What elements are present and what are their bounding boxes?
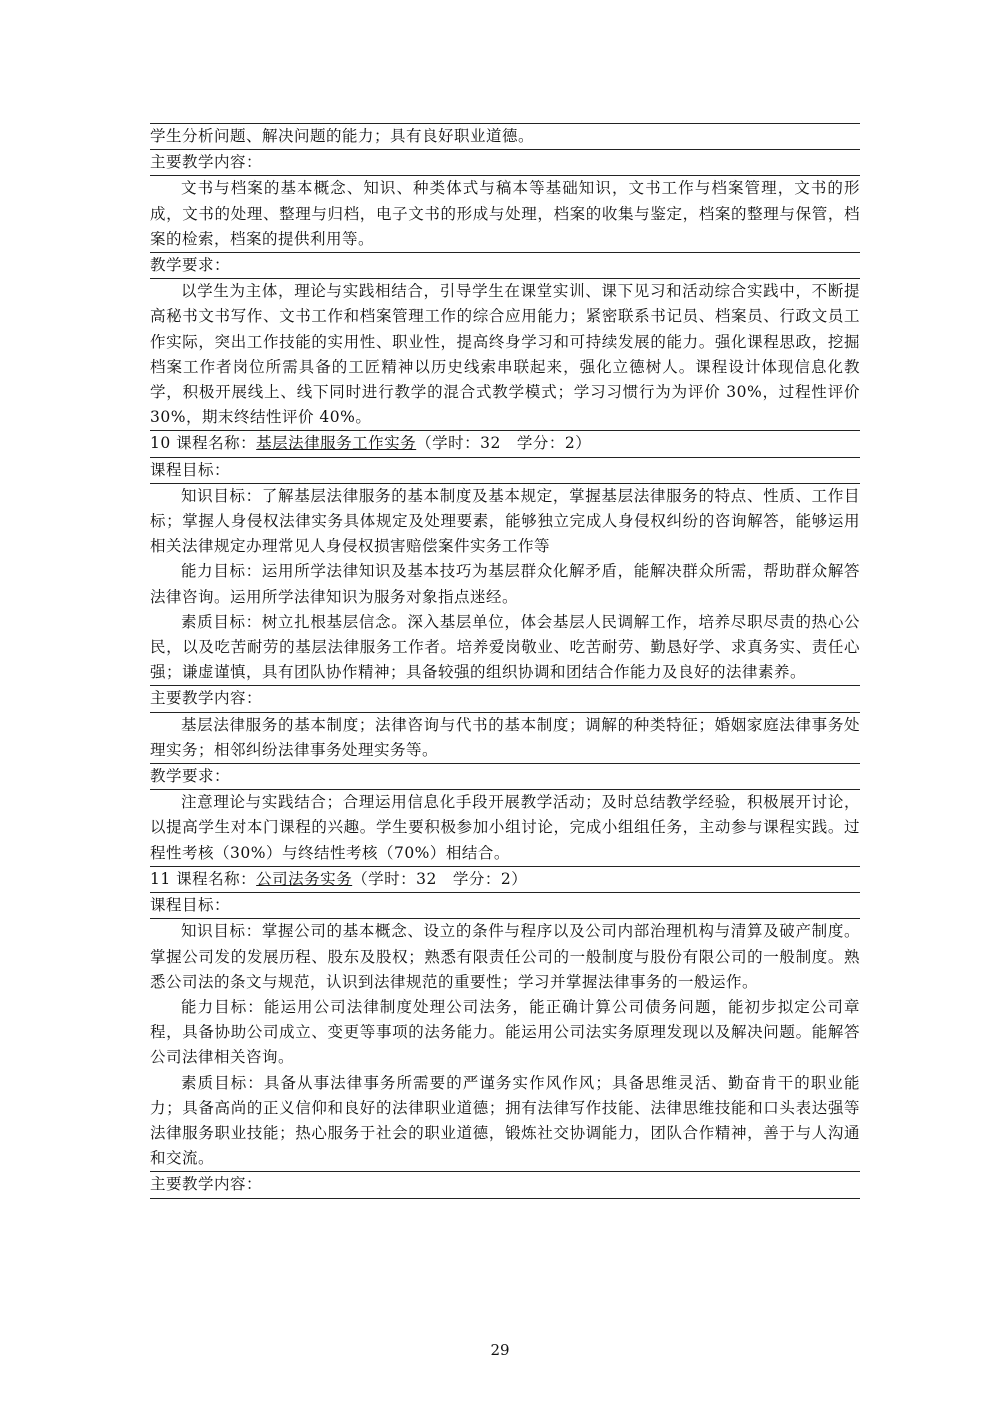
course-title [150,431,860,456]
content-paragraph: 学生分析问题、解决问题的能力；具有良好职业道德。 [150,127,535,145]
section-label-row [150,457,860,483]
section-label-row [150,685,860,711]
content-paragraph: 能力目标：能运用公司法律制度处理公司法务，能正确计算公司债务问题，能初步拟定公司章程，具备协助公司成立、变更等事项的法务能力。能运用公司法实务原理发现以及解决问题。能解答公司法律相关咨询。 [150,997,860,1067]
section-label: 课程目标： [150,896,231,915]
course-title [150,867,860,892]
content-paragraph: 知识目标：掌握公司的基本概念、设立的条件与程序以及公司内部治理机构与清算及破产制度。掌握公司发的发展历程、股东及股权；熟悉有限责任公司的一般制度与股份有限公司的一般制度。熟悉公司法的条文与规范，认识到法律规范的重要性；学习并掌握法律事务的一般运作。 [150,922,860,991]
content-paragraph: 素质目标：具备从事法律事务所需要的严谨务实作风作风；具备思维灵活、勤奋肯干的职业能力；具备高尚的正义信仰和良好的法律职业道德；拥有法律写作技能、法律思维技能和口头表达强等法律服务职业技能；热心服务于社会的职业道德，锻炼社交协调能力，团队合作精神，善于与人沟通和交流。 [150,1073,860,1168]
section-label: 教学要求： [150,767,231,786]
page-number: 29 [490,1341,510,1359]
section-label-row [150,892,860,918]
section-label: 主要教学内容： [150,689,263,708]
course-title-row [150,866,860,892]
content-paragraph: 素质目标：树立扎根基层信念。深入基层单位，体会基层人民调解工作，培养尽职尽责的热心公民，以及吃苦耐劳的基层法律服务工作者。培养爱岗敬业、吃苦耐劳、勤恳好学、求真务实、责任心强；谦虚谨慎，具有团队协作精神；具备较强的组织协调和团结合作能力及良好的法律素养。 [150,612,860,682]
section-label: 主要教学内容： [150,153,263,172]
course-hours-credits: （学时：32 学分：2） [416,434,592,453]
course-name: 基层法律服务工作实务 [256,434,417,453]
section-label: 课程目标： [150,460,231,479]
content-row [150,123,860,149]
course-name: 公司法务实务 [256,869,353,888]
content-paragraph: 能力目标：运用所学法律知识及基本技巧为基层群众化解矛盾，能解决群众所需，帮助群众解答法律咨询。运用所学法律知识为服务对象指点迷经。 [150,562,860,606]
content-row [150,175,860,252]
course-hours-credits: （学时：32 学分：2） [352,869,528,888]
content-row [150,483,860,686]
section-label-row [150,149,860,175]
course-number-label: 11 课程名称： [150,869,257,888]
content-paragraph: 基层法律服务的基本制度；法律咨询与代书的基本制度；调解的种类特征；婚姻家庭法律事务处理实务；相邻纠纷法律事务处理实务等。 [150,715,860,759]
section-label: 主要教学内容： [150,1175,263,1194]
section-label-row [150,1171,860,1198]
course-number-label: 10 课程名称： [150,434,257,453]
content-paragraph: 注意理论与实践结合；合理运用信息化手段开展教学活动；及时总结教学经验，积极展开讨论，以提高学生对本门课程的兴趣。学生要积极参加小组讨论，完成小组组任务，主动参与课程实践。过程性考核（30%）与终结性考核（70%）相结合。 [150,793,860,862]
course-title-row [150,430,860,456]
content-paragraph: 知识目标：了解基层法律服务的基本制度及基本规定，掌握基层法律服务的特点、性质、工作目标；掌握人身侵权法律实务具体规定及处理要素，能够独立完成人身侵权纠纷的咨询解答，能够运用相关法律规定办理常见人身侵权损害赔偿案件实务工作等 [150,486,860,556]
section-label-row [150,252,860,278]
content-paragraph: 以学生为主体，理论与实践相结合，引导学生在课堂实训、课下见习和活动综合实践中，不断提高秘书文书写作、文书工作和档案管理工作的综合应用能力；紧密联系书记员、档案员、行政文员工作实际，突出工作技能的实用性、职业性，提高终身学习和可持续发展的能力。强化课程思政，挖掘档案工作者岗位所需具备的工匠精神以历史线索串联起来，强化立德树人。课程设计体现信息化教学，积极开展线上、线下同时进行教学的混合式教学模式；学习习惯行为为评价 30%，过程性评价 30%，期末终结性评价 40%。 [150,282,860,427]
content-row [150,918,860,1171]
content-paragraph: 文书与档案的基本概念、知识、种类体式与稿本等基础知识，文书工作与档案管理，文书的形成，文书的处理、整理与归档，电子文书的形成与处理，档案的收集与鉴定，档案的整理与保管，档案的检索，档案的提供利用等。 [150,179,860,248]
document-body [150,123,860,1199]
content-row [150,789,860,866]
content-row [150,278,860,430]
content-row [150,712,860,763]
section-label: 教学要求： [150,256,231,275]
section-label-row [150,763,860,789]
